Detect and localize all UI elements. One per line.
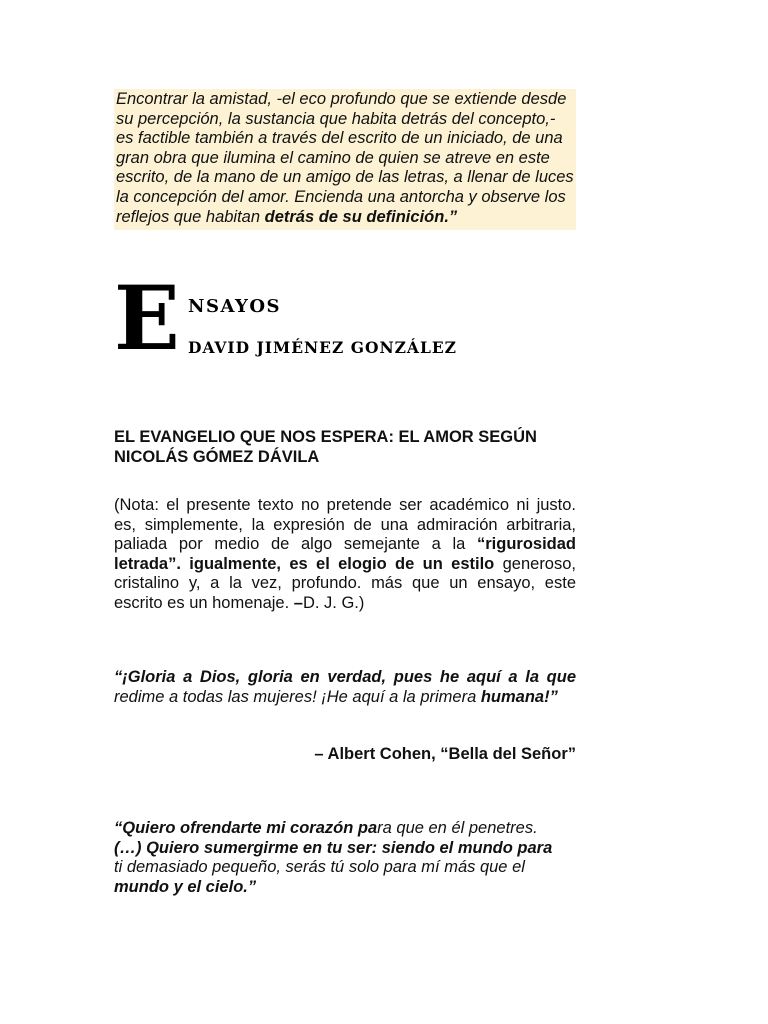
author-name: DAVID JIMÉNEZ GONZÁLEZ [188,338,457,357]
quote2-plain2: ti demasiado pequeño, serás tú solo para mí más que el [114,858,525,877]
quote2-bold-tail: mundo y el cielo.” [114,877,257,896]
section-title: NSAYOS [188,296,282,317]
intro-quote-text: Encontrar la amistad, -el eco profundo que se extiende desde su percepción, la sustancia que habita detrás del concepto,- es factible también a través del escrito de un iniciado, de una gran obra que ilumina el camino de quien se atreve en este escrito, de la mano de un amigo de las letras, a llenar de luces la concepción del amor. Encienda una antorcha y observe los reflejos que habitan [116,90,574,226]
note-text-part2: generoso, cristalino y, a la vez, profundo. más que un ensayo, este escrito es un homenaje. [114,554,576,612]
quote1-middle: redime a todas las mujeres! ¡He aquí a la primera [114,687,481,706]
note-text-dash: – [293,593,303,612]
quote2-plain1: ra que en él penetres. [377,819,538,837]
quote1-bold-head: “¡Gloria a Dios, gloria en verdad, pues he aquí a la que [114,668,576,686]
note-text-part3: D. J. G.) [302,593,365,612]
note-paragraph [114,496,576,614]
note-text-bold: “rigurosidad letrada”. igualmente, es el elogio de un estilo [114,535,576,573]
intro-quote-bold-tail: detrás de su definición.” [264,207,458,226]
quote2-bold-mid: (…) Quiero sumergirme en tu ser: siendo el mundo para [114,838,553,857]
drop-cap-letter: E [114,266,180,370]
epigraph-attribution-1: – Albert Cohen, “Bella del Señor” [314,745,576,763]
section-header [114,266,534,370]
quote1-bold-tail: humana!” [480,687,558,706]
quote2-bold-head: “Quiero ofrendarte mi corazón pa [114,819,378,837]
intro-quote-highlighted [114,89,576,230]
epigraph-quote-1 [114,668,576,707]
essay-title: EL EVANGELIO QUE NOS ESPERA: EL AMOR SEGÚN NICOLÁS GÓMEZ DÁVILA [114,428,537,466]
epigraph-quote-2 [114,819,576,897]
note-text-part1: (Nota: el presente texto no pretende ser académico ni justo. es, simplemente, la expresión de una admiración arbitraria, paliada por medio de algo semejante a la [114,496,576,554]
